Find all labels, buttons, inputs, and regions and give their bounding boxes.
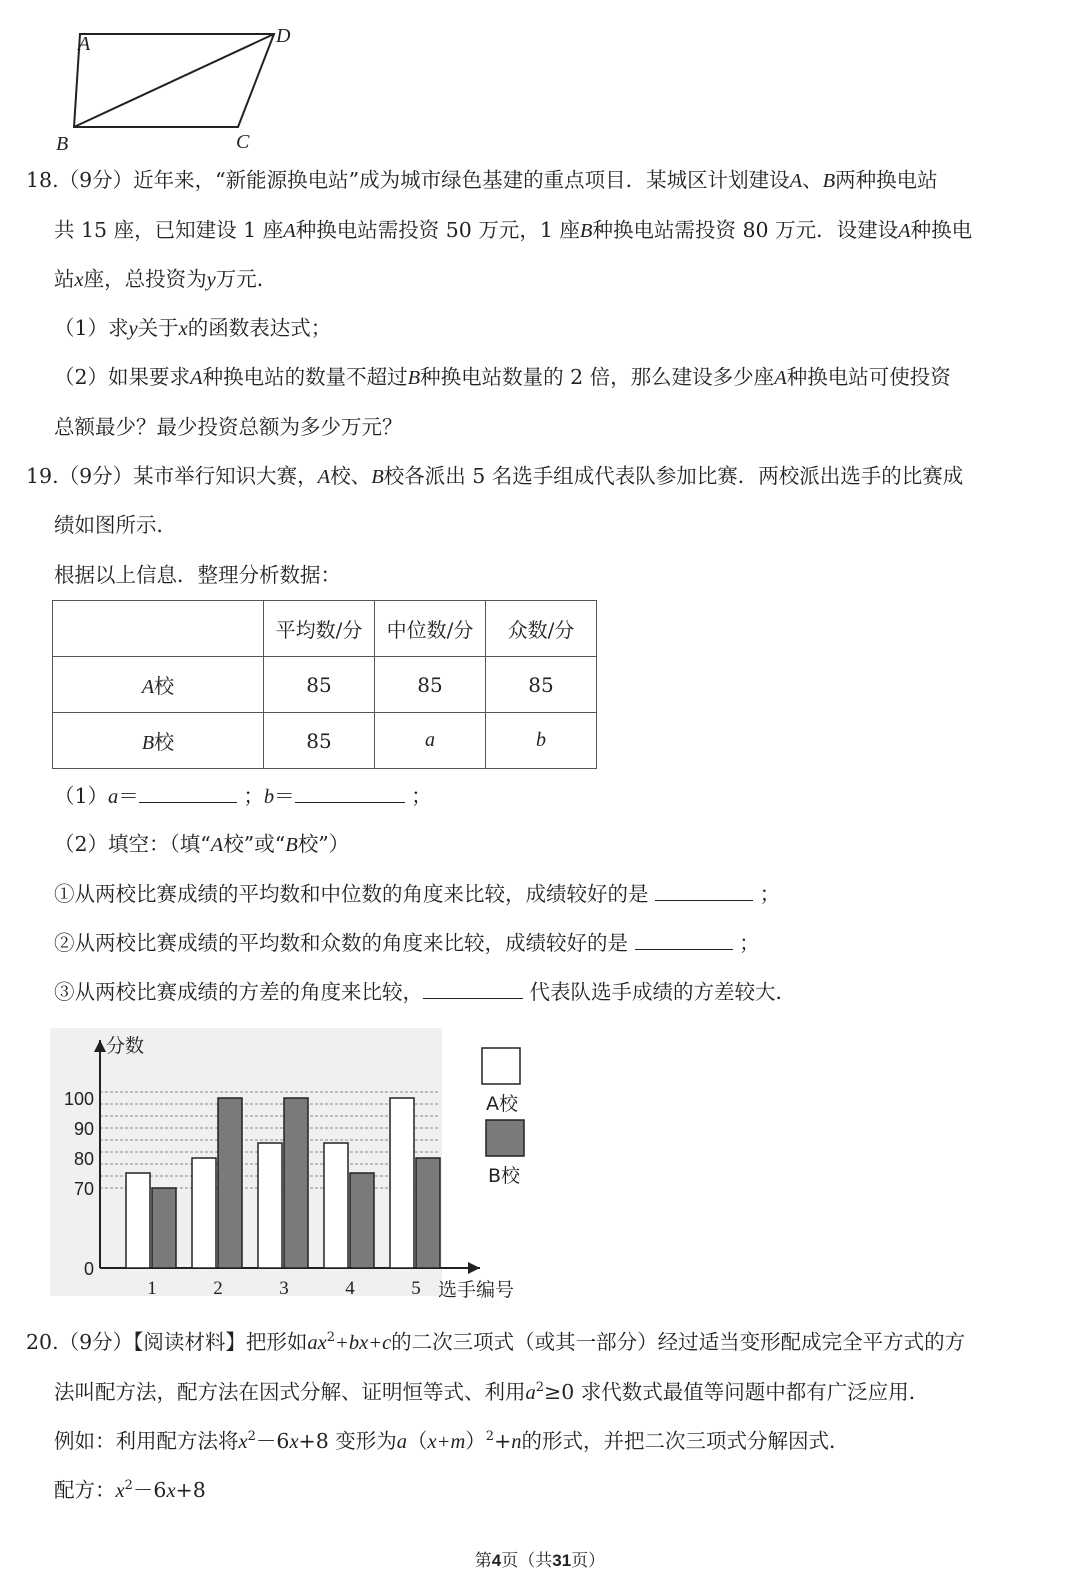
label-b: B — [56, 133, 69, 155]
q20-line4: 配方：$x^2-6x+8$ — [54, 1477, 206, 1502]
legend-label-b: B校 — [488, 1165, 521, 1187]
table-header-cell: 平均数/分 — [264, 601, 375, 657]
answer-blank-1[interactable] — [655, 880, 753, 901]
table-header-row — [53, 601, 597, 657]
legend-label-a: A校 — [486, 1093, 518, 1115]
bar-a-2 — [192, 1158, 216, 1268]
stats-table — [52, 600, 597, 769]
y-axis-label: 分数 — [106, 1035, 145, 1057]
q19-sub2: ②从两校比赛成绩的平均数和众数的角度来比较，成绩较好的是 ； — [54, 931, 760, 955]
label-a: A — [78, 33, 91, 55]
x-tick-label: 5 — [411, 1278, 421, 1299]
q19-line1: 19.（9分）某市举行知识大赛，A校、B校各派出 5 名选手组成代表队参加比赛．两校派出选手的比赛成 — [26, 464, 964, 488]
table-cell: 85 — [486, 657, 597, 713]
q18-line3: 站x座，总投资为y万元． — [54, 267, 278, 291]
bar-a-4 — [324, 1143, 348, 1268]
bar-b-2 — [218, 1098, 242, 1268]
table-header-cell: 众数/分 — [486, 601, 597, 657]
q18-part1: （1）求y关于x的函数表达式； — [54, 316, 332, 340]
y-tick-label: 100 — [63, 1089, 94, 1109]
answer-blank-a[interactable] — [139, 782, 237, 803]
q18-line2: 共 15 座，已知建设 1 座A种换电站需投资 50 万元，1 座B种换电站需投资 80 万元．设建设A种换电 — [54, 218, 973, 242]
q20-line2: 法叫配方法，配方法在因式分解、证明恒等式、利用$a^2\ge 0$ 求代数式最值等问题中都有广泛应用． — [54, 1379, 930, 1404]
table-header-cell: 中位数/分 — [375, 601, 486, 657]
q18-part2: （2）如果要求A种换电站的数量不超过B种换电站数量的 2 倍，那么建设多少座A种换电站可使投资 — [54, 365, 951, 389]
bar-b-3 — [284, 1098, 308, 1268]
table-cell: a — [375, 713, 486, 769]
y-tick-label: 70 — [73, 1179, 94, 1199]
table-cell: 85 — [264, 713, 375, 769]
table-header-cell — [53, 601, 264, 657]
q19-sub1: ①从两校比赛成绩的平均数和中位数的角度来比较，成绩较好的是 ； — [54, 882, 781, 906]
bar-b-5 — [416, 1158, 440, 1268]
q20-line3: 例如：利用配方法将$x^2-6x+8$ 变形为$a(x+m)^2+n$的形式，并把二次三项式分解因式． — [54, 1428, 850, 1453]
x-axis-label: 选手编号 — [438, 1279, 515, 1300]
y-tick-label: 90 — [73, 1119, 94, 1139]
chart-background — [50, 1028, 442, 1296]
q19-line2: 绩如图所示． — [54, 513, 177, 537]
page-footer: 第4页（共31页） — [474, 1551, 606, 1571]
x-tick-label: 1 — [147, 1278, 157, 1299]
q19-line3: 根据以上信息．整理分析数据： — [54, 563, 341, 587]
table-row-label: A校 — [53, 657, 264, 713]
parallelogram-figure — [50, 22, 310, 162]
x-tick-label: 4 — [345, 1278, 355, 1299]
label-c: C — [236, 131, 250, 153]
bar-b-1 — [152, 1188, 176, 1268]
y-tick-label: 0 — [83, 1259, 94, 1279]
y-tick-label: 80 — [73, 1149, 94, 1169]
bar-b-4 — [350, 1173, 374, 1268]
q19-sub3: ③从两校比赛成绩的方差的角度来比较， 代表队选手成绩的方差较大． — [54, 980, 797, 1004]
q18-line1: 18.（9分）近年来，“新能源换电站”成为城市绿色基建的重点项目．某城区计划建设A、B两种换电站 — [26, 168, 938, 192]
table-cell: b — [486, 713, 597, 769]
table-row-label: B校 — [53, 713, 264, 769]
x-axis-arrow — [468, 1262, 480, 1274]
table-cell: 85 — [375, 657, 486, 713]
q19-part1: （1）a＝ ；b＝ ； — [54, 784, 432, 808]
bar-chart — [50, 1028, 550, 1300]
label-d: D — [276, 25, 291, 47]
table-row — [53, 657, 597, 713]
answer-blank-2[interactable] — [635, 929, 733, 950]
table-row — [53, 713, 597, 769]
q18-part2-line2: 总额最少？最少投资总额为多少万元？ — [54, 415, 403, 439]
bar-a-5 — [390, 1098, 414, 1268]
table-cell: 85 — [264, 657, 375, 713]
x-tick-label: 2 — [213, 1278, 223, 1299]
legend-swatch-a — [482, 1048, 520, 1084]
answer-blank-3[interactable] — [423, 978, 523, 999]
bar-a-1 — [126, 1173, 150, 1268]
q20-line1: 20.（9分）【阅读材料】把形如$ax^2+bx+c$的二次三项式（或其一部分）经过适当变形配成完全平方式的方 — [26, 1329, 966, 1354]
q19-part2: （2）填空：（填“A校”或“B校”） — [54, 832, 350, 856]
answer-blank-b[interactable] — [295, 782, 405, 803]
bar-a-3 — [258, 1143, 282, 1268]
x-tick-label: 3 — [279, 1278, 289, 1299]
legend-swatch-b — [486, 1120, 524, 1156]
